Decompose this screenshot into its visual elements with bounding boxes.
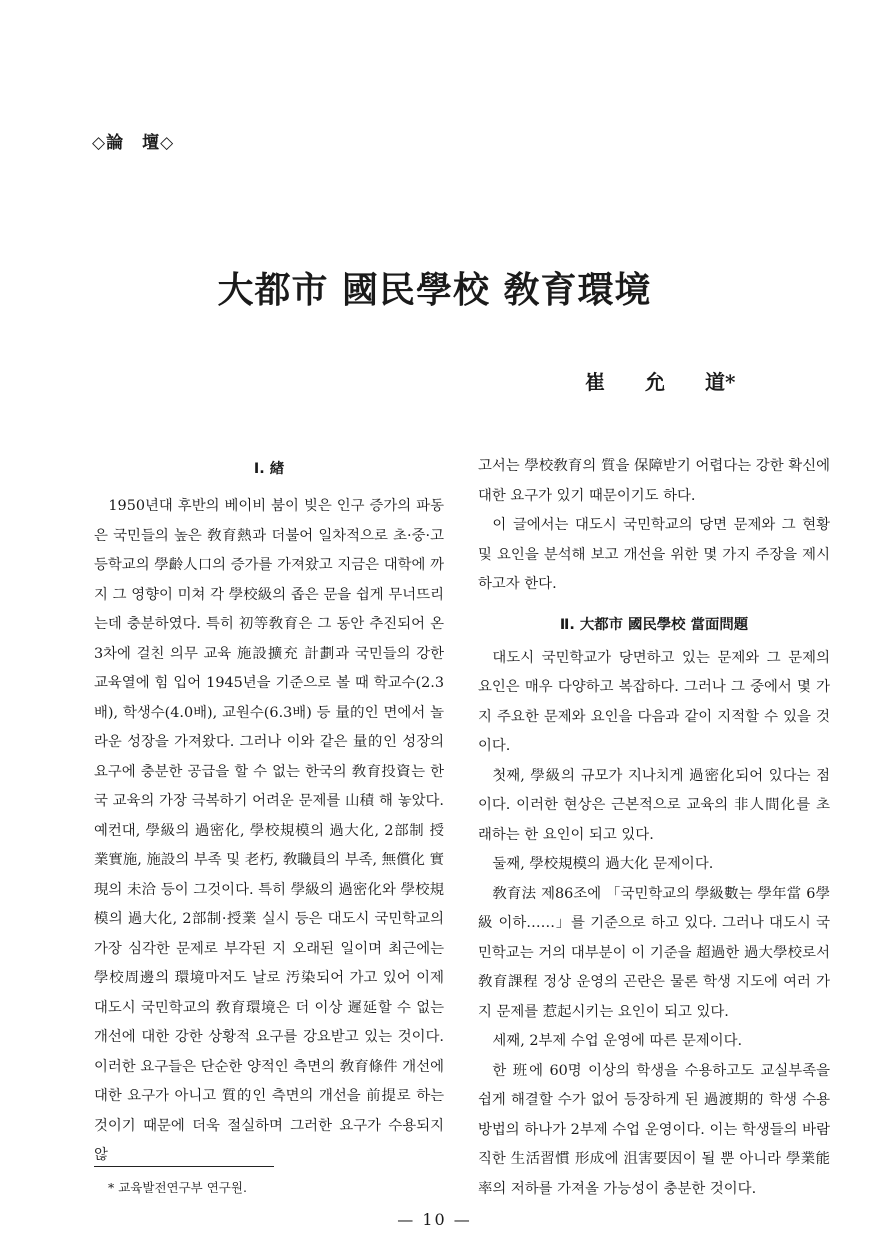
- footnote-divider: [94, 1166, 274, 1167]
- section-1-paragraph: 1950년대 후반의 베이비 붐이 빚은 인구 증가의 파동은 국민들의 높은 敎育熱과 더불어 일차적으로 초·중·고등학교의 學齡人口의 증가를 가져왔고 지금은 대학에 까지 그 영향이 미쳐 각 學校級의 좁은 문을 쉽게 무너뜨리는데 충분하였다. 특히 初等敎育은 그 동안 추진되어 온 3차에 걸친 의무 교육 施設擴充 計劃과 국민들의 강한 교육열에 힘 입어 1945년을 기준으로 볼 때 학교수(2.3배), 학생수(4.0배), 교원수(6.3배) 등 量的인 면에서 놀라운 성장을 가져왔다. 그러나 이와 같은 量的인 성장의 요구에 충분한 공급을 할 수 없는 한국의 敎育投資는 한국 교육의 가장 극복하기 어려운 문제를 山積 해 놓았다. 예컨대, 學級의 過密化, 學校規模의 過大化, 2部制 授業實施, 施設의 부족 및 老朽, 敎職員의 부족, 無償化 實現의 未洽 등이 그것이다. 특히 學級의 過密化와 學校規模의 過大化, 2部制·授業 실시 등은 대도시 국민학교의 가장 심각한 문제로 부각된 지 오래된 일이며 최근에는 學校周邊의 環境마저도 날로 汚染되어 가고 있어 이제 대도시 국민학교의 敎育環境은 더 이상 遲延할 수 없는 개선에 대한 강한 상황적 요구를 강요받고 있는 것이다. 이러한 요구들은 단순한 양적인 측면의 敎育條件 개선에 대한 요구가 아니고 質的인 측면의 개선을 前提로 하는 것이기 때문에 더욱 절실하며 그러한 요구가 수용되지 않: [94, 498, 444, 1163]
- section-2-paragraph: 敎育法 제86조에 「국민학교의 學級數는 學年當 6學級 이하……」를 기준으로 하고 있다. 그러나 대도시 국민학교는 거의 대부분이 이 기준을 超過한 過大學校로서 敎育課程 정상 운영의 곤란은 물론 학생 지도에 여러 가지 문제를 惹起시키는 요인이 되고 있다.: [478, 885, 830, 1020]
- author-name: 崔 允 道*: [585, 370, 736, 394]
- section-2-paragraph: 세째, 2부제 수업 운영에 따른 문제이다.: [492, 1033, 743, 1049]
- right-column: [478, 452, 830, 1204]
- section-tag: ◇論 壇◇: [92, 133, 175, 153]
- section-2-paragraph: 첫째, 學級의 규모가 지나치게 過密化되어 있다는 점이다. 이러한 현상은 근본적으로 교육의 非人間化를 초래하는 한 요인이 되고 있다.: [478, 767, 830, 843]
- section-2-paragraph: 대도시 국민학교가 당면하고 있는 문제와 그 문제의 요인은 매우 다양하고 복잡하다. 그러나 그 중에서 몇 가지 주요한 문제와 요인을 다음과 같이 지적할 수 있을 것이다.: [478, 649, 830, 754]
- section-2-paragraph: 둘째, 學校規模의 過大化 문제이다.: [492, 856, 714, 872]
- continued-paragraph: 고서는 學校敎育의 質을 保障받기 어렵다는 강한 확신에 대한 요구가 있기 때문이기도 하다.: [478, 458, 830, 504]
- intro-paragraph: 이 글에서는 대도시 국민학교의 당면 문제와 그 현황 및 요인을 분석해 보고 개선을 위한 몇 가지 주장을 제시하고자 한다.: [478, 517, 830, 592]
- article-title: 大都市 國民學校 敎育環境: [217, 269, 652, 311]
- section-1-heading: Ⅰ. 緖: [253, 461, 285, 477]
- left-column: [94, 452, 444, 1171]
- page-number: — 10 —: [397, 1210, 472, 1229]
- section-2-paragraph: 한 班에 60명 이상의 학생을 수용하고도 교실부족을 쉽게 해결할 수가 없어 등장하게 된 過渡期的 학생 수용 방법의 하나가 2부제 수업 운영이다. 이는 학생들의 바람직한 生活習慣 形成에 沮害要因이 될 뿐 아니라 學業能率의 저하를 가져올 가능성이 충분한 것이다.: [478, 1062, 830, 1197]
- footnote: * 교육발전연구부 연구원.: [108, 1180, 247, 1195]
- section-2-heading: Ⅱ. 大都市 國民學校 當面問題: [559, 616, 749, 633]
